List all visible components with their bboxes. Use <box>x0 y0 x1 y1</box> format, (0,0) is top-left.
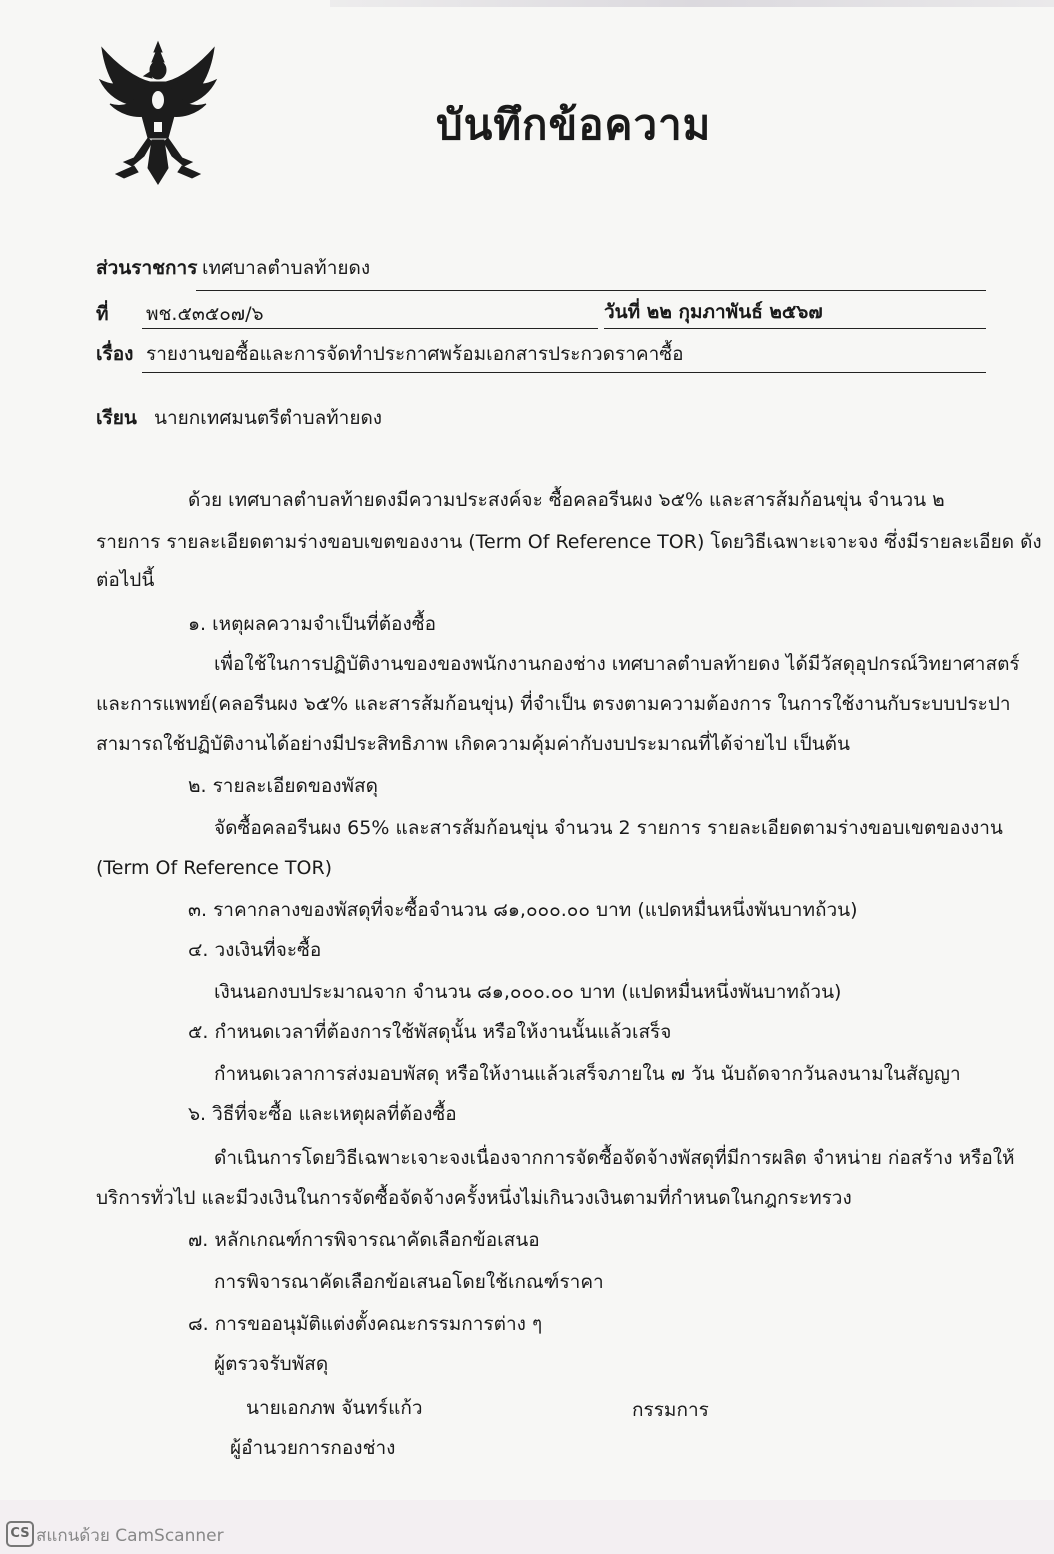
agency-label: ส่วนราชการ <box>96 257 198 279</box>
intro-line-1: ด้วย เทศบาลตำบลท้ายดงมีความประสงค์จะ ซื้อคลอรีนผง ๖๕% และสารส้มก้อนขุ่น จำนวน ๒ <box>188 489 945 511</box>
section-7-line-1: การพิจารณาคัดเลือกข้อเสนอโดยใช้เกณฑ์ราคา <box>214 1271 604 1293</box>
section-4-line-1: เงินนอกงบประมาณจาก จำนวน ๘๑,๐๐๐.๐๐ บาท (แปดหมื่นหนึ่งพันบาทถ้วน) <box>214 981 842 1003</box>
intro-line-3: ต่อไปนี้ <box>96 569 155 591</box>
section-1-line-1: เพื่อใช้ในการปฏิบัติงานของของพนักงานกองช่าง เทศบาลตำบลท้ายดง ได้มีวัสดุอุปกรณ์วิทยาศาสตร์ <box>214 653 1020 675</box>
committee-member-position: ผู้อำนวยการกองช่าง <box>230 1437 396 1459</box>
section-5-line-1: กำหนดเวลาการส่งมอบพัสดุ หรือให้งานแล้วเสร็จภายใน ๗ วัน นับถัดจากวันลงนามในสัญญา <box>214 1063 961 1085</box>
section-6-line-2: บริการทั่วไป และมีวงเงินในการจัดซื้อจัดจ้างครั้งหนึ่งไม่เกินวงเงินตามที่กำหนดในกฎกระทรวง <box>96 1187 852 1209</box>
camscanner-watermark: สแกนด้วย CamScanner <box>36 1526 224 1546</box>
section-8-heading: ๘. การขออนุมัติแต่งตั้งคณะกรรมการต่าง ๆ <box>188 1313 543 1335</box>
subject-label: เรื่อง <box>96 343 134 365</box>
section-5-heading: ๕. กำหนดเวลาที่ต้องการใช้พัสดุนั้น หรือให้งานนั้นแล้วเสร็จ <box>188 1021 672 1043</box>
to-label: เรียน <box>96 407 137 429</box>
section-6-heading: ๖. วิธีที่จะซื้อ และเหตุผลที่ต้องซื้อ <box>188 1103 457 1125</box>
section-4-heading: ๔. วงเงินที่จะซื้อ <box>188 939 322 961</box>
subject-value: รายงานขอซื้อและการจัดทำประกาศพร้อมเอกสารประกวดราคาซื้อ <box>146 343 684 365</box>
ref-label: ที่ <box>96 303 109 325</box>
subject-underline <box>142 372 986 373</box>
scan-artifact <box>330 0 1054 7</box>
section-2-line-2: (Term Of Reference TOR) <box>96 857 333 879</box>
section-1-line-3: สามารถใช้ปฏิบัติงานได้อย่างมีประสิทธิภาพ เกิดความคุ้มค่ากับงบประมาณที่ได้จ่ายไป เป็นต้น <box>96 733 850 755</box>
section-6-line-1: ดำเนินการโดยวิธีเฉพาะเจาะจงเนื่องจากการจัดซื้อจัดจ้างพัสดุที่มีการผลิต จำหน่าย ก่อสร้าง หรือให้ <box>214 1147 1015 1169</box>
ref-value: พช.๕๓๕๐๗/๖ <box>146 303 264 325</box>
agency-underline <box>196 290 986 291</box>
section-1-heading: ๑. เหตุผลความจำเป็นที่ต้องซื้อ <box>188 613 437 635</box>
section-1-line-2: และการแพทย์(คลอรีนผง ๖๕% และสารส้มก้อนขุ่น) ที่จำเป็น ตรงตามความต้องการ ในการใช้งานกับระบบประปา <box>96 693 1011 715</box>
date-underline <box>604 328 986 329</box>
ref-underline <box>142 328 598 329</box>
date-text: วันที่ ๒๒ กุมภาพันธ์ ๒๕๖๗ <box>604 301 823 323</box>
section-2-heading: ๒. รายละเอียดของพัสดุ <box>188 775 378 797</box>
agency-value: เทศบาลตำบลท้ายดง <box>202 257 371 279</box>
committee-member-role: กรรมการ <box>632 1399 709 1421</box>
section-2-line-1: จัดซื้อคลอรีนผง 65% และสารส้มก้อนขุ่น จำนวน 2 รายการ รายละเอียดตามร่างขอบเขตของงาน <box>214 817 1003 839</box>
intro-line-2: รายการ รายละเอียดตามร่างขอบเขตของงาน (Term Of Reference TOR) โดยวิธีเฉพาะเจาะจง ซึ่งมีรายละเอียด ดัง <box>96 531 1042 553</box>
section-7-heading: ๗. หลักเกณฑ์การพิจารณาคัดเลือกข้อเสนอ <box>188 1229 540 1251</box>
document-title: บันทึกข้อความ <box>436 100 712 149</box>
garuda-emblem-icon <box>94 38 222 188</box>
camscanner-logo-icon: CS <box>6 1521 34 1547</box>
to-value: นายกเทศมนตรีตำบลท้ายดง <box>154 407 383 429</box>
committee-member-name: นายเอกภพ จันทร์แก้ว <box>246 1397 423 1419</box>
section-3-line: ๓. ราคากลางของพัสดุที่จะซื้อจำนวน ๘๑,๐๐๐.๐๐ บาท (แปดหมื่นหนึ่งพันบาทถ้วน) <box>188 899 858 921</box>
section-8-subheading: ผู้ตรวจรับพัสดุ <box>214 1353 329 1375</box>
